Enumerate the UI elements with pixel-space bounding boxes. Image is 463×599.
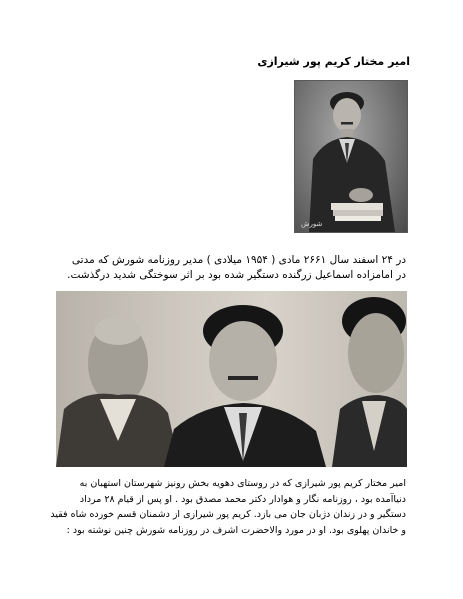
paragraph-line: دنیاآمده بود ، روزنامه نگار و هوادار دکتر محمد مصدق بود . او پس از قیام ۲۸ مرداد — [79, 493, 406, 505]
group-photo — [56, 291, 407, 467]
paragraph-line: امیر مختار کریم پور شیرازی که در روستای دهویه بخش رونیز شهرستان استهبان به — [79, 478, 406, 489]
portrait-figure — [295, 81, 407, 232]
portrait-photo — [294, 80, 408, 233]
paragraph-line: و خاندان پهلوی بود. او در مورد والاحضرت اشرف در روزنامه شورش چنین نوشته بود : — [66, 524, 406, 536]
paragraph-line: دستگیر و در زندان دژبان جان می بازد. کریم پور شیرازی از دشمنان قسم خورده شاه فقید — [50, 509, 406, 520]
article-title: امیر مختار کریم پور شیرازی — [257, 55, 410, 68]
group-figures — [56, 291, 407, 467]
biography-paragraph — [50, 476, 406, 538]
intro-paragraph: در ۲۴ اسفند سال ۲۶۶۱ مادی ( ۱۹۵۴ میلادی ) مدیر روزنامه شورش که مدتی در امامزاده اسماعیل زرگنده دستگیر شده بود بر اثر سوختگی شدید درگذشت. — [67, 254, 406, 281]
photo-watermark: شورش — [301, 220, 323, 228]
